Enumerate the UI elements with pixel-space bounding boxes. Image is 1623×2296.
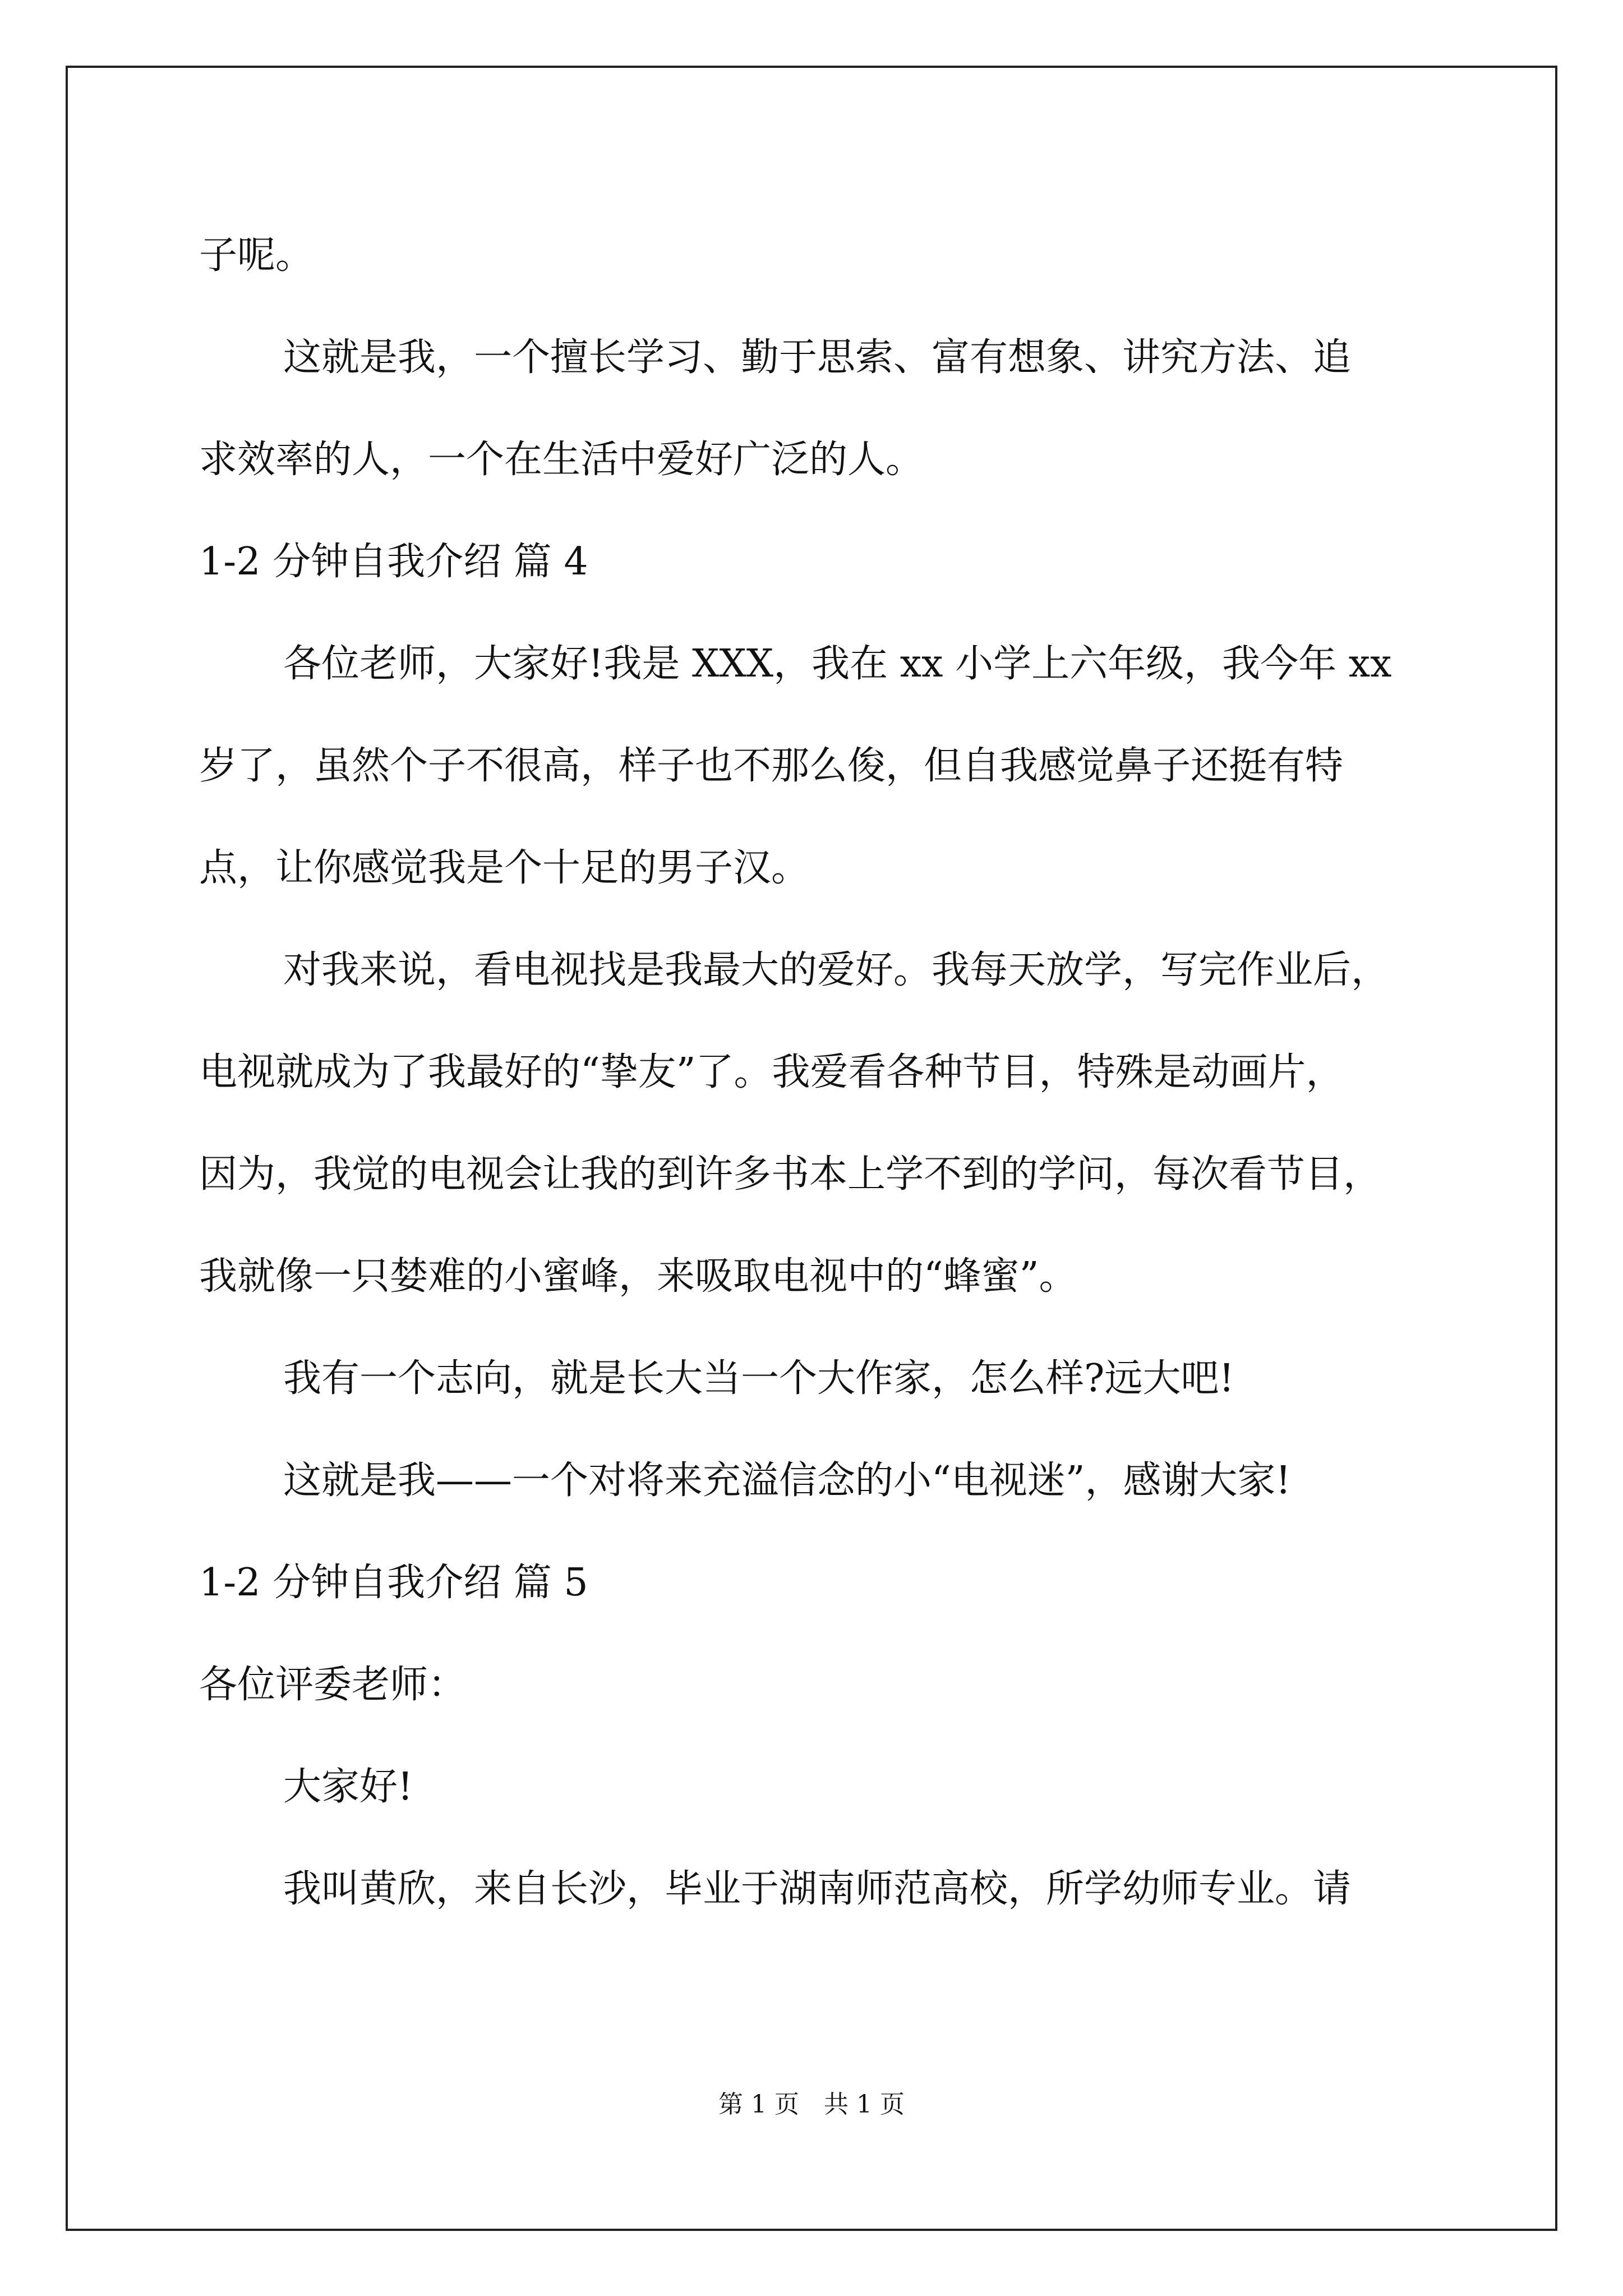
text-line <box>199 409 1433 511</box>
text-line <box>199 1022 1433 1124</box>
text-line <box>199 1124 1433 1226</box>
text-line <box>199 817 1433 919</box>
line-text: 大家好! <box>283 1765 413 1809</box>
line-text: 岁了，虽然个子不很高，样子也不那么俊，但自我感觉鼻子还挺有特 <box>199 744 1344 788</box>
line-text: 求效率的人，一个在生活中爱好广泛的人。 <box>199 438 924 482</box>
text-line <box>199 1430 1433 1532</box>
line-text: 点，让你感觉我是个十足的男子汉。 <box>199 846 810 890</box>
line-text: 我有一个志向，就是长大当一个大作家，怎么样?远大吧! <box>283 1356 1234 1401</box>
line-text: 各位评委老师： <box>199 1663 467 1707</box>
text-line <box>199 919 1433 1022</box>
text-line <box>199 715 1433 817</box>
line-text: 因为，我觉的电视会让我的到许多书本上学不到的学问，每次看节目， <box>199 1152 1382 1197</box>
section-heading <box>199 1532 1433 1634</box>
section-heading-text: 1-2 分钟自我介绍 篇 5 <box>199 1561 588 1605</box>
line-text: 对我来说，看电视找是我最大的爱好。我每天放学，写完作业后， <box>283 948 1390 992</box>
text-line <box>199 1226 1433 1328</box>
page-number: 第 1 页 共 1 页 <box>718 2090 905 2119</box>
line-text: 各位老师，大家好!我是 XXX，我在 xx 小学上六年级，我今年 xx <box>283 642 1392 686</box>
text-line <box>199 205 1433 307</box>
text-line <box>199 1634 1433 1736</box>
text-line <box>199 1736 1433 1838</box>
line-text: 这就是我——一个对将来充溢信念的小“电视迷”，感谢大家! <box>283 1458 1291 1503</box>
document-body <box>199 205 1433 1940</box>
line-text: 我就像一只婪难的小蜜峰，来吸取电视中的“蜂蜜”。 <box>199 1254 1077 1299</box>
text-line <box>199 1838 1433 1940</box>
section-heading-text: 1-2 分钟自我介绍 篇 4 <box>199 540 588 584</box>
line-text: 我叫黄欣，来自长沙，毕业于湖南师范高校，所学幼师专业。请 <box>283 1867 1352 1911</box>
page-footer <box>0 2084 1623 2120</box>
line-text: 这就是我，一个擅长学习、勤于思索、富有想象、讲究方法、追 <box>283 335 1352 380</box>
section-heading <box>199 511 1433 613</box>
line-text: 子呢。 <box>199 233 314 278</box>
line-text: 电视就成为了我最好的“挚友”了。我爱看各种节目，特殊是动画片， <box>199 1050 1344 1094</box>
text-line <box>199 1328 1433 1430</box>
text-line <box>199 307 1433 409</box>
text-line <box>199 613 1433 715</box>
